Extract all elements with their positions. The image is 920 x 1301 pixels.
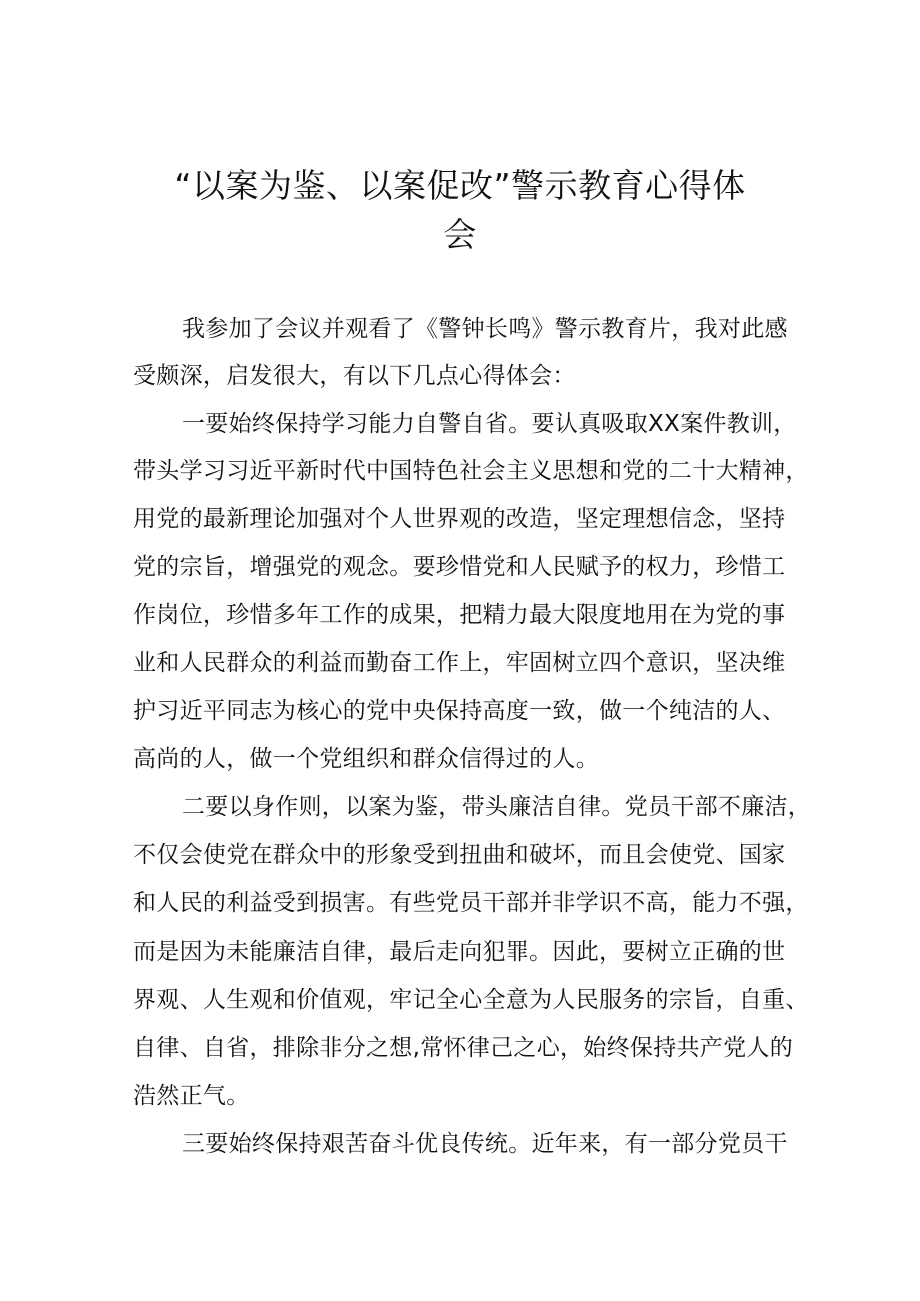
paragraph-3-line-3: 和人民的利益受到损害。有些党员干部并非学识不高，能力不强， [133, 890, 809, 916]
paragraph-2-line-2: 带头学习习近平新时代中国特色社会主义思想和党的二十大精神， [133, 458, 809, 484]
paragraph-3-line-5: 界观、人生观和价值观，牢记全心全意为人民服务的宗旨，自重、 [133, 987, 809, 1013]
paragraph-2-line-8: 高尚的人，做一个党组织和群众信得过的人。 [133, 746, 599, 772]
paragraph-4-line-1: 三要始终保持艰苦奋斗优良传统。近年来，有一部分党员干 [182, 1131, 788, 1157]
paragraph-3-line-6: 自律、自省，排除非分之想,常怀律己之心，始终保持共产党人的 [133, 1035, 794, 1061]
paragraph-2-line-6: 业和人民群众的利益而勤奋工作上，牢固树立四个意识，坚决维 [133, 650, 786, 676]
paragraph-2-line-5: 作岗位，珍惜多年工作的成果，把精力最大限度地用在为党的事 [133, 602, 786, 628]
paragraph-1-line-2: 受颇深，启发很大，有以下几点心得体会： [133, 363, 576, 389]
paragraph-2-line-7: 护习近平同志为核心的党中央保持高度一致，做一个纯洁的人、 [133, 698, 786, 724]
paragraph-2-line-4: 党的宗旨，增强党的观念。要珍惜党和人民赋予的权力，珍惜工 [133, 554, 786, 580]
paragraph-3-line-4: 而是因为未能廉洁自律，最后走向犯罪。因此，要树立正确的世 [133, 939, 786, 965]
paragraph-2-line-1: 一要始终保持学习能力自警自省。要认真吸取XX案件教训， [182, 411, 797, 437]
paragraph-3-line-1: 二要以身作则，以案为鉴，带头廉洁自律。党员干部不廉洁， [182, 794, 812, 820]
paragraph-1-line-1: 我参加了会议并观看了《警钟长鸣》警示教育片，我对此感 [182, 316, 788, 342]
paragraph-2-line-3: 用党的最新理论加强对个人世界观的改造，坚定理想信念，坚持 [133, 506, 786, 532]
document-title-line-1: “以案为鉴、以案促改”警示教育心得体 [174, 166, 746, 205]
paragraph-3-line-7: 浩然正气。 [133, 1083, 250, 1109]
paragraph-3-line-2: 不仅会使党在群众中的形象受到扭曲和破坏，而且会使党、国家 [133, 842, 786, 868]
document-title-line-2: 会 [443, 215, 477, 254]
